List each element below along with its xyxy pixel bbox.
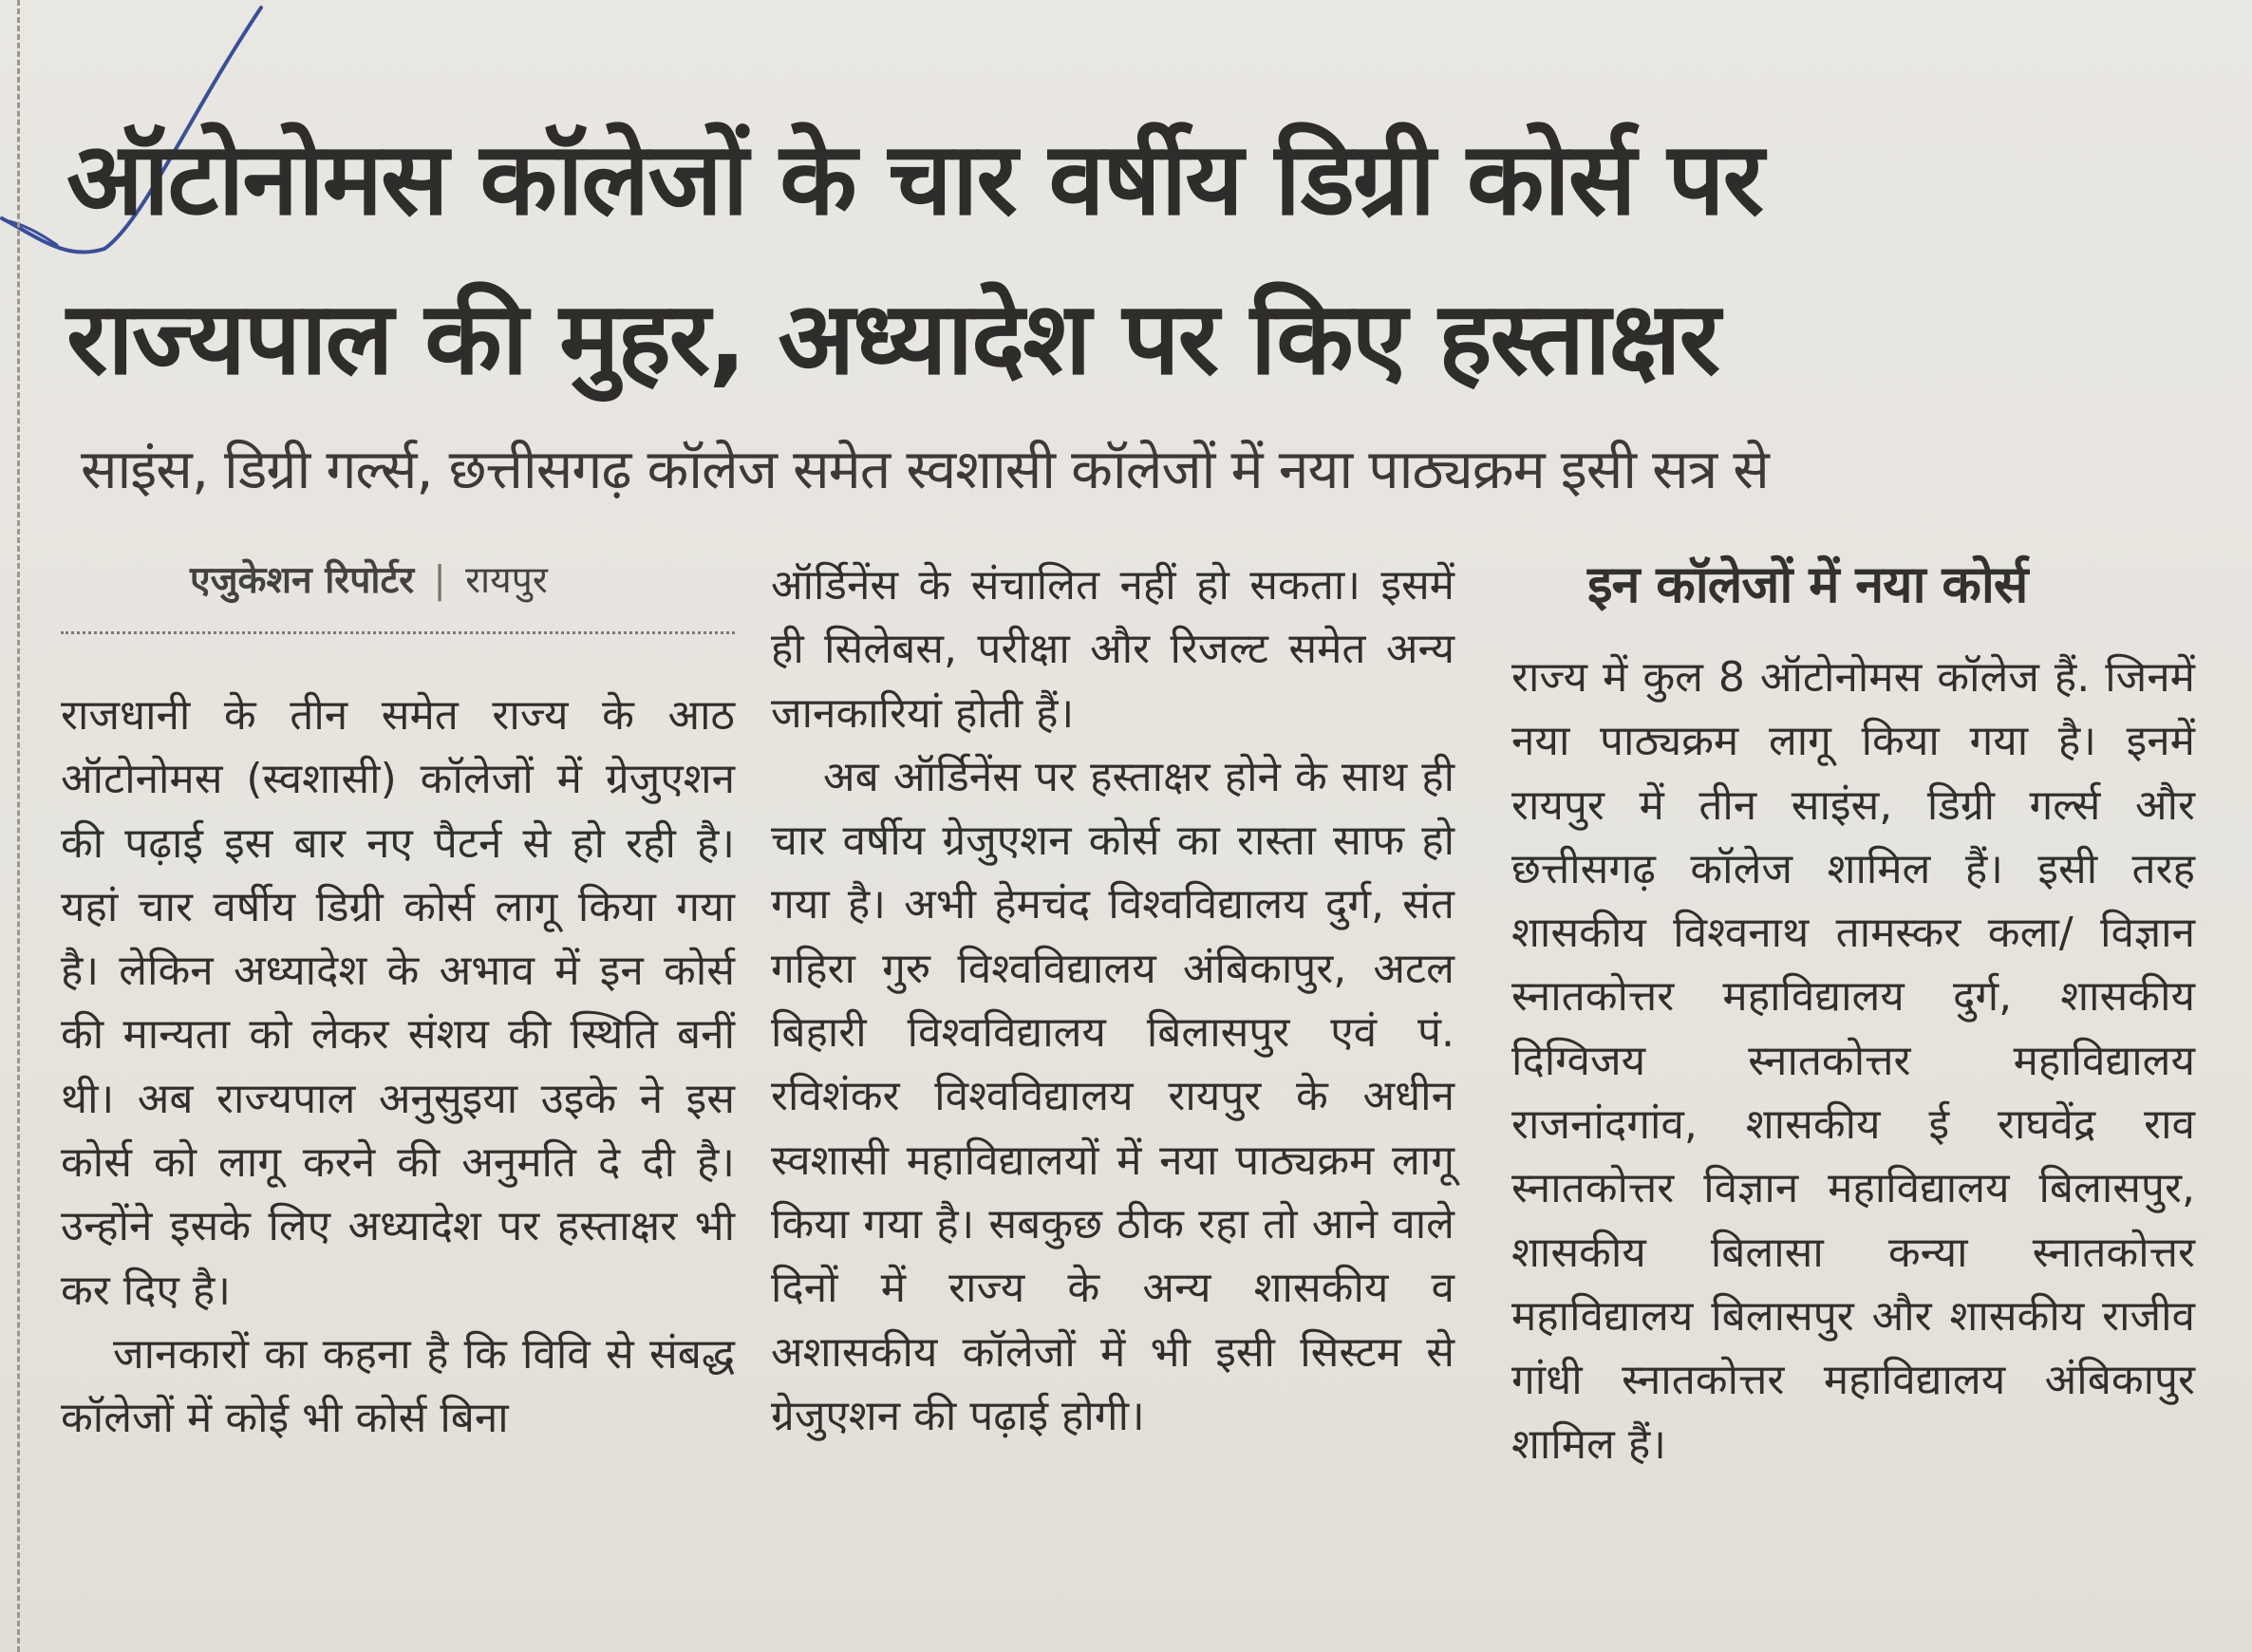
body-paragraph-2: जानकारों का कहना है कि विवि से संबद्ध कॉलेजों में कोई भी कोर्स बिना <box>61 1329 735 1443</box>
body-paragraph-2-continued: ऑर्डिनेंस के संचालित नहीं हो सकता। इसमें ही सिलेबस, परीक्षा और रिजल्ट समेत अन्य जानकारियां होती हैं। <box>771 561 1454 738</box>
body-paragraph-1: राजधानी के तीन समेत राज्य के आठ ऑटोनोमस (स्वशासी) कॉलेजों में ग्रेजुएशन की पढ़ाई इस बार नए पैटर्न से हो रही है। यहां चार वर्षीय डिग्री कोर्स लागू किया गया है। लेकिन अध्यादेश के अभाव में इन कोर्स की मान्यता को लेकर संशय की स्थिति बनीं थी। अब राज्यपाल अनुसुइया उइके ने इस कोर्स को लागू करने की अनुमति दे दी है। उन्होंने इसके लिए अध्यादेश पर हस्ताक्षर भी कर दिए है। <box>61 691 735 1315</box>
byline-reporter: एजुकेशन रिपोर्टर <box>190 559 415 602</box>
sidebar-text: राज्य में कुल 8 ऑटोनोमस कॉलेज हैं. जिनमें नया पाठ्यक्रम लागू किया गया है। इनमें रायपुर में तीन साइंस, डिग्री गर्ल्स और छत्तीसगढ़ कॉलेज शामिल हैं। इसी तरह शासकीय विश्वनाथ तामस्कर कला/ विज्ञान स्नातकोत्तर महाविद्यालय दुर्ग, शासकीय दिग्विजय स्नातकोत्तर महाविद्यालय राजनांदगांव, शासकीय ई राघवेंद्र राव स्नातकोत्तर विज्ञान महाविद्यालय बिलासपुर, शासकीय बिलासा कन्या स्नातकोत्तर महाविद्यालय बिलासपुर और शासकीय राजीव गांधी स्नातकोत्तर महाविद्यालय अंबिकापुर शामिल हैं। <box>1511 653 2195 1469</box>
byline-separator: | <box>433 559 446 602</box>
subheadline: साइंस, डिग्री गर्ल्स, छत्तीसगढ़ कॉलेज समेत स्वशासी कॉलेजों में नया पाठ्यक्रम इसी सत्र से <box>81 439 1769 501</box>
byline-divider <box>61 631 735 634</box>
sidebar-column <box>1511 646 2195 1476</box>
headline-line-2: राज्यपाल की मुहर, अध्यादेश पर किए हस्ताक्षर <box>66 280 1718 397</box>
byline-city: रायपुर <box>465 559 548 602</box>
headline-line-1: ऑटोनोमस कॉलेजों के चार वर्षीय डिग्री कोर्स पर <box>66 121 1762 237</box>
byline <box>190 553 731 610</box>
headline <box>66 100 2222 419</box>
sidebar-title: इन कॉलेजों में नया कोर्स <box>1587 554 2028 614</box>
clipping-edge-rule <box>17 0 20 1652</box>
article-column-2 <box>771 554 1454 1448</box>
article-column-1 <box>61 684 735 1451</box>
body-paragraph-3: अब ऑर्डिनेंस पर हस्ताक्षर होने के साथ ही चार वर्षीय ग्रेजुएशन कोर्स का रास्ता साफ हो गया है। अभी हेमचंद विश्वविद्यालय दुर्ग, संत गहिरा गुरु विश्वविद्यालय अंबिकापुर, अटल बिहारी विश्वविद्यालय बिलासपुर एवं पं. रविशंकर विश्वविद्यालय रायपुर के अधीन स्वशासी महाविद्यालयों में नया पाठ्यक्रम लागू किया गया है। सबकुछ ठीक रहा तो आने वाले दिनों में राज्य के अन्य शासकीय व अशासकीय कॉलेजों में भी इसी सिस्टम से ग्रेजुएशन की पढ़ाई होगी। <box>771 752 1454 1440</box>
